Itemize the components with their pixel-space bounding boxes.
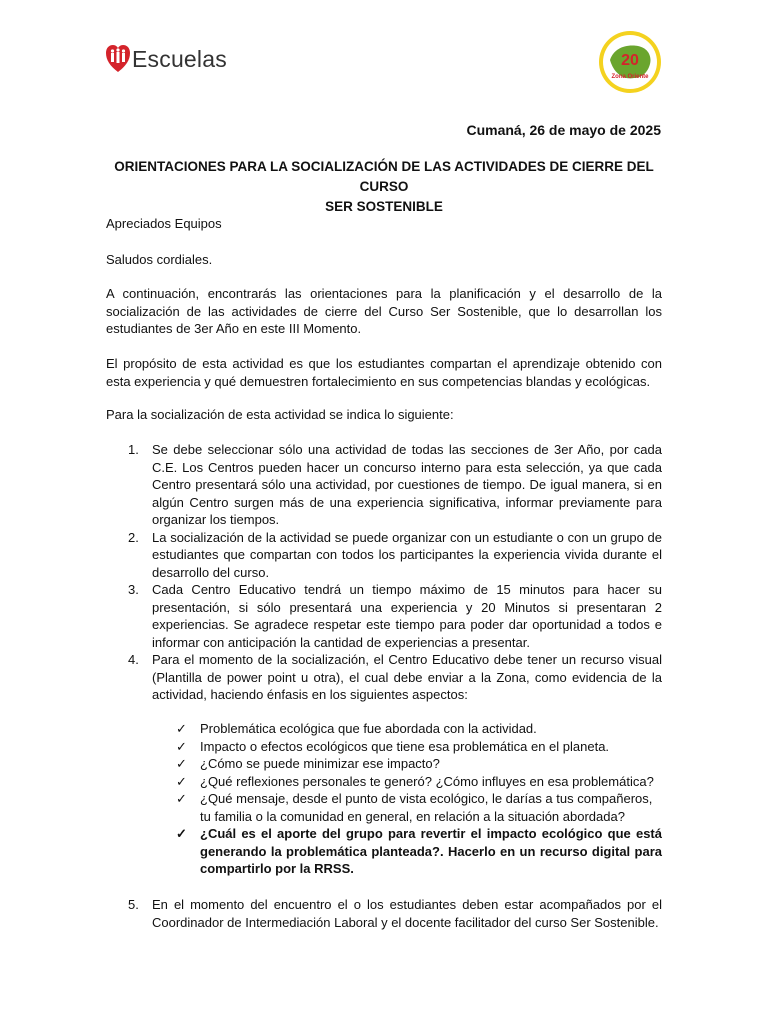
list-number: 5.	[128, 897, 139, 912]
check-text: ¿Cómo se puede minimizar ese impacto?	[200, 756, 440, 771]
check-text: ¿Qué mensaje, desde el punto de vista ecológico, le darías a tus compañeros, tu familia o la comunidad en general, en relación a la situación abordada?	[200, 791, 653, 824]
numbered-list-continued	[106, 896, 662, 931]
purpose-paragraph: El propósito de esta actividad es que los estudiantes compartan el aprendizaje obtenido con esta experiencia y qué demuestren fortalecimiento en sus competencias blandas y ecológicas.	[106, 356, 662, 389]
list-text: Cada Centro Educativo tendrá un tiempo máximo de 15 minutos para hacer su presentación, si sólo presentará una experiencia y 20 Minutos si presentaran 2 experiencias. Se agradece respetar este tiempo para poder dar oportunidad a todos e informar con anticipación la cantidad de experiencias a presentar.	[152, 582, 662, 650]
salutation: Saludos cordiales.	[106, 252, 213, 267]
title-line-2: SER SOSTENIBLE	[325, 199, 443, 214]
list-item	[106, 529, 662, 582]
check-mark-icon: ✓	[176, 826, 187, 841]
check-mark-icon: ✓	[176, 773, 187, 789]
list-number: 2.	[128, 529, 139, 545]
check-text: ¿Cuál es el aporte del grupo para revertir el impacto ecológico que está generando la problemática planteada?. Hacerlo en un recurso digital para compartirlo por la RRSS.	[200, 826, 662, 876]
list-number: 4.	[128, 652, 139, 667]
list-item	[106, 896, 662, 931]
list-number: 3.	[128, 582, 139, 597]
check-item	[176, 790, 662, 825]
check-mark-icon: ✓	[176, 791, 187, 806]
numbered-list	[106, 441, 662, 704]
check-text: ¿Qué reflexiones personales te generó? ¿Cómo influyes en esa problemática?	[200, 773, 654, 789]
list-text: La socialización de la actividad se puede organizar con un estudiante o con un grupo de estudiantes que compartan con todos los participantes la experiencia vivida durante el desarrollo del curso.	[152, 529, 662, 580]
brand-text: Escuelas	[132, 45, 227, 72]
check-mark-icon: ✓	[176, 721, 187, 736]
check-item	[176, 755, 662, 773]
list-text: Para el momento de la socialización, el Centro Educativo debe tener un recurso visual (Plantilla de power point u otra), el cual debe enviar a la Zona, como evidencia de la actividad, haciendo énfasis en los siguientes aspectos:	[152, 652, 662, 702]
checklist	[176, 720, 662, 878]
check-mark-icon: ✓	[176, 738, 187, 754]
check-mark-icon: ✓	[176, 756, 187, 771]
check-item	[176, 773, 662, 791]
check-item	[176, 738, 662, 756]
escuelas-logo	[106, 44, 227, 74]
list-item	[106, 651, 662, 704]
list-item	[106, 581, 662, 651]
document-title	[106, 157, 662, 217]
check-text: Impacto o efectos ecológicos que tiene esa problemática en el planeta.	[200, 738, 610, 754]
list-item	[106, 441, 662, 529]
check-item	[176, 720, 662, 738]
logo-number: 20	[621, 52, 639, 69]
list-number: 1.	[128, 442, 139, 457]
intro-paragraph: A continuación, encontrarás las orientaciones para la planificación y el desarrollo de la socialización de las actividades de cierre del Curso Ser Sostenible, que lo desarrollan los estudiantes de 3er Año en este III Momento.	[106, 286, 662, 336]
list-text: Se debe seleccionar sólo una actividad de todas las secciones de 3er Año, por cada C.E. Los Centros pueden hacer un concurso interno para esta selección, ya que cada Centro presentará sólo una actividad, por cuestiones de tiempo. De igual manera, si en algún Centro surgen más de una experiencia significativa, informar previamente para organizar los tiempos.	[152, 442, 662, 527]
list-text: En el momento del encuentro el o los estudiantes deben estar acompañados por el Coordinador de Intermediación Laboral y el docente facilitador del curso Ser Sostenible.	[152, 897, 662, 930]
check-text: Problemática ecológica que fue abordada con la actividad.	[200, 721, 537, 736]
zona-oriente-logo	[598, 30, 662, 94]
lead-in-paragraph: Para la socialización de esta actividad se indica lo siguiente:	[106, 407, 454, 422]
greeting: Apreciados Equipos	[106, 216, 222, 231]
heart-logo-icon	[106, 44, 130, 74]
document-date: Cumaná, 26 de mayo de 2025	[466, 122, 661, 138]
logo-caption: Zona Oriente	[611, 74, 649, 80]
check-item-bold	[176, 825, 662, 878]
title-line-1: ORIENTACIONES PARA LA SOCIALIZACIÓN DE LAS ACTIVIDADES DE CIERRE DEL CURSO	[114, 159, 654, 194]
